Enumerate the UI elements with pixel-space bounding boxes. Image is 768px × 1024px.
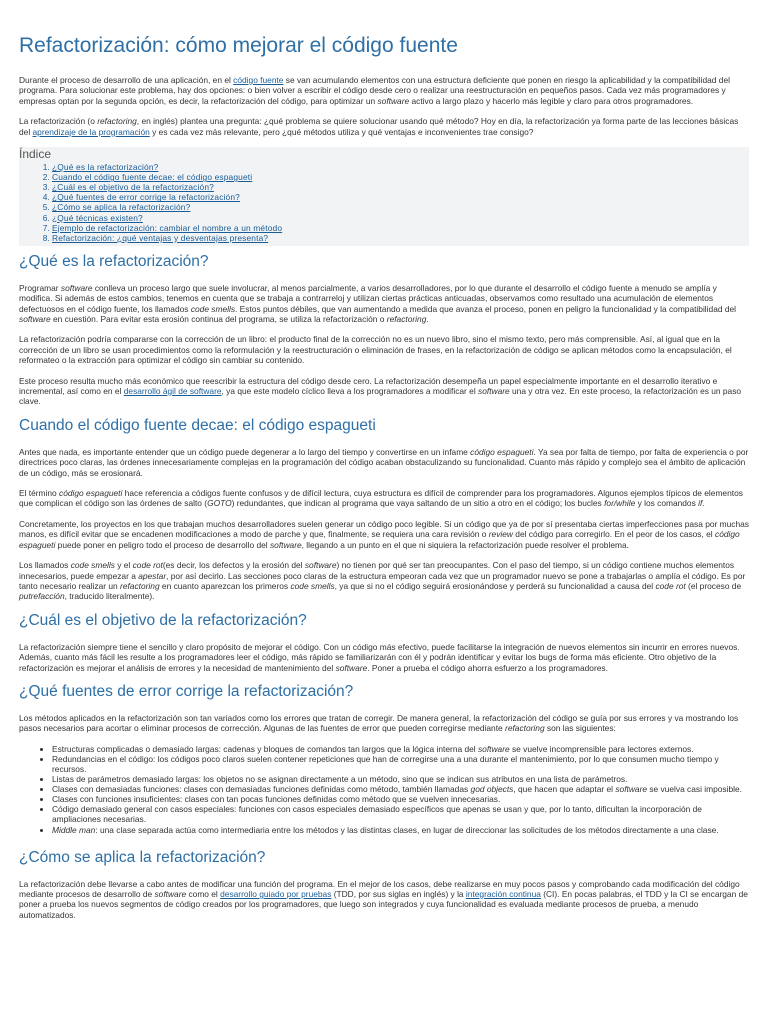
list-item — [52, 754, 749, 774]
text: activo a largo plazo y hacerlo más legible y claro para otros programadores. — [409, 95, 694, 106]
s2-paragraph-1 — [19, 447, 749, 478]
s5-paragraph-1 — [19, 879, 749, 921]
toc-item — [52, 172, 749, 182]
toc-link-4[interactable]: ¿Qué fuentes de error corrige la refactorización? — [52, 192, 240, 203]
text: y el — [114, 560, 133, 571]
toc-item — [52, 223, 749, 233]
emphasis: software — [615, 784, 648, 795]
desarrollo-agil-link[interactable]: desarrollo ágil de software — [123, 386, 222, 397]
text: Clases con funciones insuficientes: clases con tan pocas funciones definidas como método que se vuelven innecesarias. — [52, 794, 501, 805]
list-item — [52, 744, 749, 754]
text: ) redundantes, que indican al programa que vaya saltando de un sitio a otro en el código; los bucles — [231, 498, 605, 509]
text: y los comandos — [635, 498, 699, 509]
text: : una clase separada actúa como intermediaria entre los métodos y las distintas clases, en lugar de direccionar las solicitudes de los métodos directamente a una clase. — [95, 824, 719, 835]
text: (el proceso de — [685, 580, 742, 591]
text: y es cada vez más relevante, pero ¿qué métodos utiliza y qué ventajas e inconvenientes trae consigo? — [149, 126, 534, 137]
text: (es decir, los defectos y la erosión del — [162, 560, 305, 571]
emphasis: software — [60, 282, 93, 293]
text: Clases con demasiadas funciones: clases con demasiadas funciones definidas como método, también llamadas — [52, 784, 471, 795]
text: en cuestión. Para evitar esta erosión continua del programa, se utiliza la refactorización o — [50, 314, 387, 324]
text: , ya que este modelo cíclico lleva a los programadores a modificar el — [221, 386, 479, 397]
list-item — [52, 784, 749, 794]
list-item — [52, 794, 749, 804]
text: como el — [186, 889, 221, 899]
text: El término — [19, 488, 60, 499]
emphasis: review — [488, 529, 513, 540]
text: , ya que si no el código seguirá erosionándose y perderá su funcionalidad a causa del — [334, 580, 656, 591]
emphasis: software — [304, 560, 337, 571]
text: Estructuras complicadas o demasiado largas: cadenas y bloques de comandos tan largos que la lógica interna del — [52, 743, 478, 754]
s1-paragraph-3 — [19, 376, 749, 407]
section-heading-2: Cuando el código fuente decae: el código espagueti — [19, 416, 376, 434]
text: Antes que nada, es importante entender que un código puede degenerar a lo largo del tiempo y convertirse en un infame — [19, 446, 471, 457]
emphasis: software — [154, 889, 187, 899]
emphasis: putrefacción — [19, 591, 65, 602]
text: La refactorización (o — [19, 116, 98, 127]
text: conlleva un proceso largo que suele involucrar, al menos parcialmente, a varios desarrolladores, por lo que durante el desarrollo el código fuente a menudo se amplía y modifica. Si además de estos cambios, tenemos en cuenta que se trabaja a contrarreloj y utilizan ciertas prácticas anticuadas, observamos como resultado una acumulación de elementos defectuosos en el código fuente, los llamados — [19, 282, 717, 314]
text: del código para corregirlo. En el peor de los casos, el — [512, 529, 715, 540]
toc-link-6[interactable]: ¿Qué técnicas existen? — [52, 212, 143, 223]
s2-paragraph-4 — [19, 560, 749, 602]
text: Código demasiado general con casos especiales: funciones con casos especiales demasiado específicos que apenas se usan y que, por lo tanto, dificultan la incorporación de ampliaciones necesarias. — [52, 804, 702, 825]
toc-item — [52, 213, 749, 223]
text: en cuanto aparezcan los primeros — [159, 580, 291, 591]
toc-link-1[interactable]: ¿Qué es la refactorización? — [52, 162, 159, 173]
emphasis: code smells — [290, 580, 335, 591]
toc-item — [52, 162, 749, 172]
section-heading-3: ¿Cuál es el objetivo de la refactorización? — [19, 611, 307, 629]
text: se vuelva casi imposible. — [647, 784, 742, 795]
toc-link-3[interactable]: ¿Cuál es el objetivo de la refactorización? — [52, 182, 214, 193]
toc-item — [52, 233, 749, 243]
text: Redundancias en el código: los códigos poco claros suelen contener repeticiones que han de corregirse una a una durante el mantenimiento, por lo que consumen mucho tiempo y recursos. — [52, 753, 719, 774]
emphasis: Middle man — [52, 824, 96, 835]
emphasis: code smells — [70, 560, 115, 571]
error-sources-list — [19, 744, 749, 835]
emphasis: código espagueti — [59, 488, 123, 499]
aprendizaje-programacion-link[interactable]: aprendizaje de la programación — [32, 126, 150, 137]
emphasis: código espagueti — [470, 446, 534, 457]
text: puede poner en peligro todo el proceso de desarrollo del — [55, 539, 270, 550]
emphasis: GOTO — [207, 498, 232, 509]
text: se van acumulando elementos con una estructura deficiente que ponen en riesgo la aplicabilidad y la compatibilidad del programa. Para solucionar este problema, hay dos opciones: o bien volver a escribir el código desde cero o realizar una reestructuración en pequeños pasos. Cada vez más programadores y empresas optan por la segunda opción, es decir, la refactorización del código, para optimizar un — [19, 75, 730, 106]
toc-title: Índice — [19, 147, 52, 162]
text: (CI). En pocas palabras, el TDD y la CI se encargan de poner a prueba los nuevos segmentos de código creados por los programadores, que luego son integrados y cuya funcionalidad es evaluada mediante procesos de prueba, a menudo automatizados. — [19, 889, 748, 920]
s1-paragraph-1 — [19, 283, 749, 325]
text: se vuelve incomprensible para lectores externos. — [509, 743, 694, 754]
text: Los métodos aplicados en la refactorización son tan variados como los errores que tratan de corregir. De manera general, la refactorización del código se guía por sus errores y va mostrando los pasos necesarios para acortar o eliminar procesos de corrección. Algunas de las fuentes de error que pueden corregirse mediante — [19, 712, 739, 734]
desarrollo-guiado-pruebas-link[interactable]: desarrollo guiado por pruebas — [220, 889, 332, 899]
emphasis: god objects — [470, 784, 514, 795]
emphasis: if — [698, 498, 703, 509]
text: son las siguientes: — [544, 723, 616, 734]
text: , que hacen que adaptar el — [513, 784, 616, 795]
text: La refactorización debe llevarse a cabo antes de modificar una función del programa. En el mejor de los casos, debe realizarse en muy pocos pasos y comprobando cada modificación del código mediante procesos de desarrollo de — [19, 878, 740, 899]
list-item — [52, 804, 749, 824]
toc-list — [19, 162, 749, 243]
emphasis: refactoring — [120, 580, 160, 591]
toc-item — [52, 182, 749, 192]
text: Programar — [19, 282, 61, 293]
emphasis: software — [478, 386, 510, 397]
text: Concretamente, los proyectos en los que trabajan muchos desarrolladores suelen generar un código poco legible. Si un código que ya de por sí presentaba ciertas imperfecciones pasa por muchas manos, es difícil evitar que se encadenen modificaciones a modo de parche y que, finalmente, se requiera una cara revisión o — [19, 518, 749, 540]
text: (TDD, por sus siglas en inglés) y la — [331, 889, 466, 899]
toc-link-2[interactable]: Cuando el código fuente decae: el código espagueti — [52, 172, 253, 183]
s2-paragraph-2 — [19, 488, 749, 509]
toc-item — [52, 192, 749, 202]
codigo-fuente-link[interactable]: código fuente — [233, 75, 284, 85]
section-heading-4: ¿Qué fuentes de error corrige la refactorización? — [19, 682, 354, 700]
emphasis: apestar — [138, 570, 167, 581]
emphasis: refactoring — [97, 116, 137, 127]
emphasis: for/while — [604, 498, 636, 509]
text: una y otra vez. En este proceso, la refactorización es un paso clave. — [19, 386, 742, 407]
text: , traducido literalmente). — [64, 591, 155, 602]
s3-paragraph-1 — [19, 642, 749, 673]
text: . Estos puntos débiles, que van aumentando a medida que avanza el proceso, ponen en peligro la funcionalidad y la compatibilidad del — [235, 303, 737, 314]
emphasis: software — [19, 314, 51, 324]
emphasis: código espagueti — [19, 529, 740, 550]
emphasis: software — [377, 95, 410, 106]
emphasis: code rot — [132, 560, 163, 571]
emphasis: software — [335, 662, 368, 673]
text: Listas de parámetros demasiado largas: los objetos no se asignan directamente a un método, sino que se indican sus atributos en una lista de parámetros. — [52, 774, 628, 785]
s2-paragraph-3 — [19, 519, 749, 550]
text: , en inglés) plantea una pregunta: ¿qué problema se quiere solucionar usando qué método? Hoy en día, la refactorización ya forma parte de las lecciones básicas del — [19, 116, 739, 137]
list-item — [52, 825, 749, 835]
intro-paragraph-1 — [19, 75, 749, 106]
emphasis: software — [269, 539, 302, 550]
toc-item — [52, 202, 749, 212]
text: hace referencia a códigos fuente confusos y de difícil lectura, cuya estructura es difícil de comprender para los programadores. Algunos ejemplos típicos de elementos que complican el código son las órdenes de salto ( — [19, 488, 743, 509]
toc-link-7[interactable]: Ejemplo de refactorización: cambiar el nombre a un método — [52, 222, 283, 233]
page-title: Refactorización: cómo mejorar el código fuente — [19, 34, 458, 57]
text: Durante el proceso de desarrollo de una aplicación, en el — [19, 75, 234, 85]
table-of-contents — [19, 147, 749, 246]
text: ) no tienen por qué ser tan preocupantes. Con el paso del tiempo, si un código contiene muchos elementos innecesarios, puede empezar a — [19, 560, 735, 581]
section-heading-5: ¿Cómo se aplica la refactorización? — [19, 848, 266, 866]
emphasis: refactoring — [505, 723, 545, 734]
s4-paragraph-1 — [19, 713, 749, 734]
text: Este proceso resulta mucho más económico que reescribir la estructura del código desde cero. La refactorización desempeña un papel especialmente importante en el desarrollo iterativo e incremental, así como en el — [19, 375, 718, 397]
toc-link-5[interactable]: ¿Cómo se aplica la refactorización? — [52, 202, 191, 213]
text: , por así decirlo. Las secciones poco claras de la estructura empeoran cada vez que un programador nuevo se pone a trabajarlas o amplía el código. Es por tanto necesario realizar un — [19, 570, 746, 591]
integracion-continua-link[interactable]: integración continua — [465, 889, 541, 899]
text: La refactorización siempre tiene el sencillo y claro propósito de mejorar el código. Con un código más efectivo, puede facilitarse la integración de nuevos elementos sin incurrir en errores nuevos. Además, cuanto más fácil les resulte a los programadores leer el código, más rápido se familiarizarán con él y podrán identificar y evitar los bugs de forma más eficiente. Otro objetivo de la refactorización es mejorar el análisis de errores y la necesidad de mantenimiento del — [19, 641, 740, 673]
list-item — [52, 774, 749, 784]
text: . Ya sea por falta de tiempo, por falta de experiencia o por directrices poco claras, las órdenes innecesariamente complejas en la programación del código acaban obstaculizando su funcionalidad. Cuanto más rápido y complejo sea el ámbito de aplicación de un código, más se erosionará. — [19, 446, 749, 478]
text: Los llamados — [19, 560, 71, 571]
toc-link-8[interactable]: Refactorización: ¿qué ventajas y desventajas presenta? — [52, 232, 269, 243]
s1-paragraph-2: La refactorización podría compararse con la corrección de un libro: el producto final de la corrección no es un nuevo libro, sino el mismo texto, pero más comprensible. Así, al igual que en la corrección de un libro se usan procedimientos como la reformulación y la reestructuración o eliminación de frases, en la refactorización de código se aplican métodos como la encapsulación, el reformateo o la extracción para optimizar el código sin cambiar su contenido. — [19, 334, 732, 366]
text: . Poner a prueba el código ahorra esfuerzo a los programadores. — [367, 662, 608, 673]
emphasis: refactoring — [386, 314, 427, 324]
emphasis: software — [477, 743, 510, 754]
text: . — [702, 498, 705, 509]
emphasis: code rot — [655, 580, 686, 591]
text: , llegando a un punto en el que ni siquiera la refactorización puede resolver el problema. — [301, 539, 629, 550]
section-heading-1: ¿Qué es la refactorización? — [19, 252, 209, 270]
text: . — [426, 314, 429, 324]
intro-paragraph-2 — [19, 116, 749, 137]
emphasis: code smells — [190, 303, 236, 314]
